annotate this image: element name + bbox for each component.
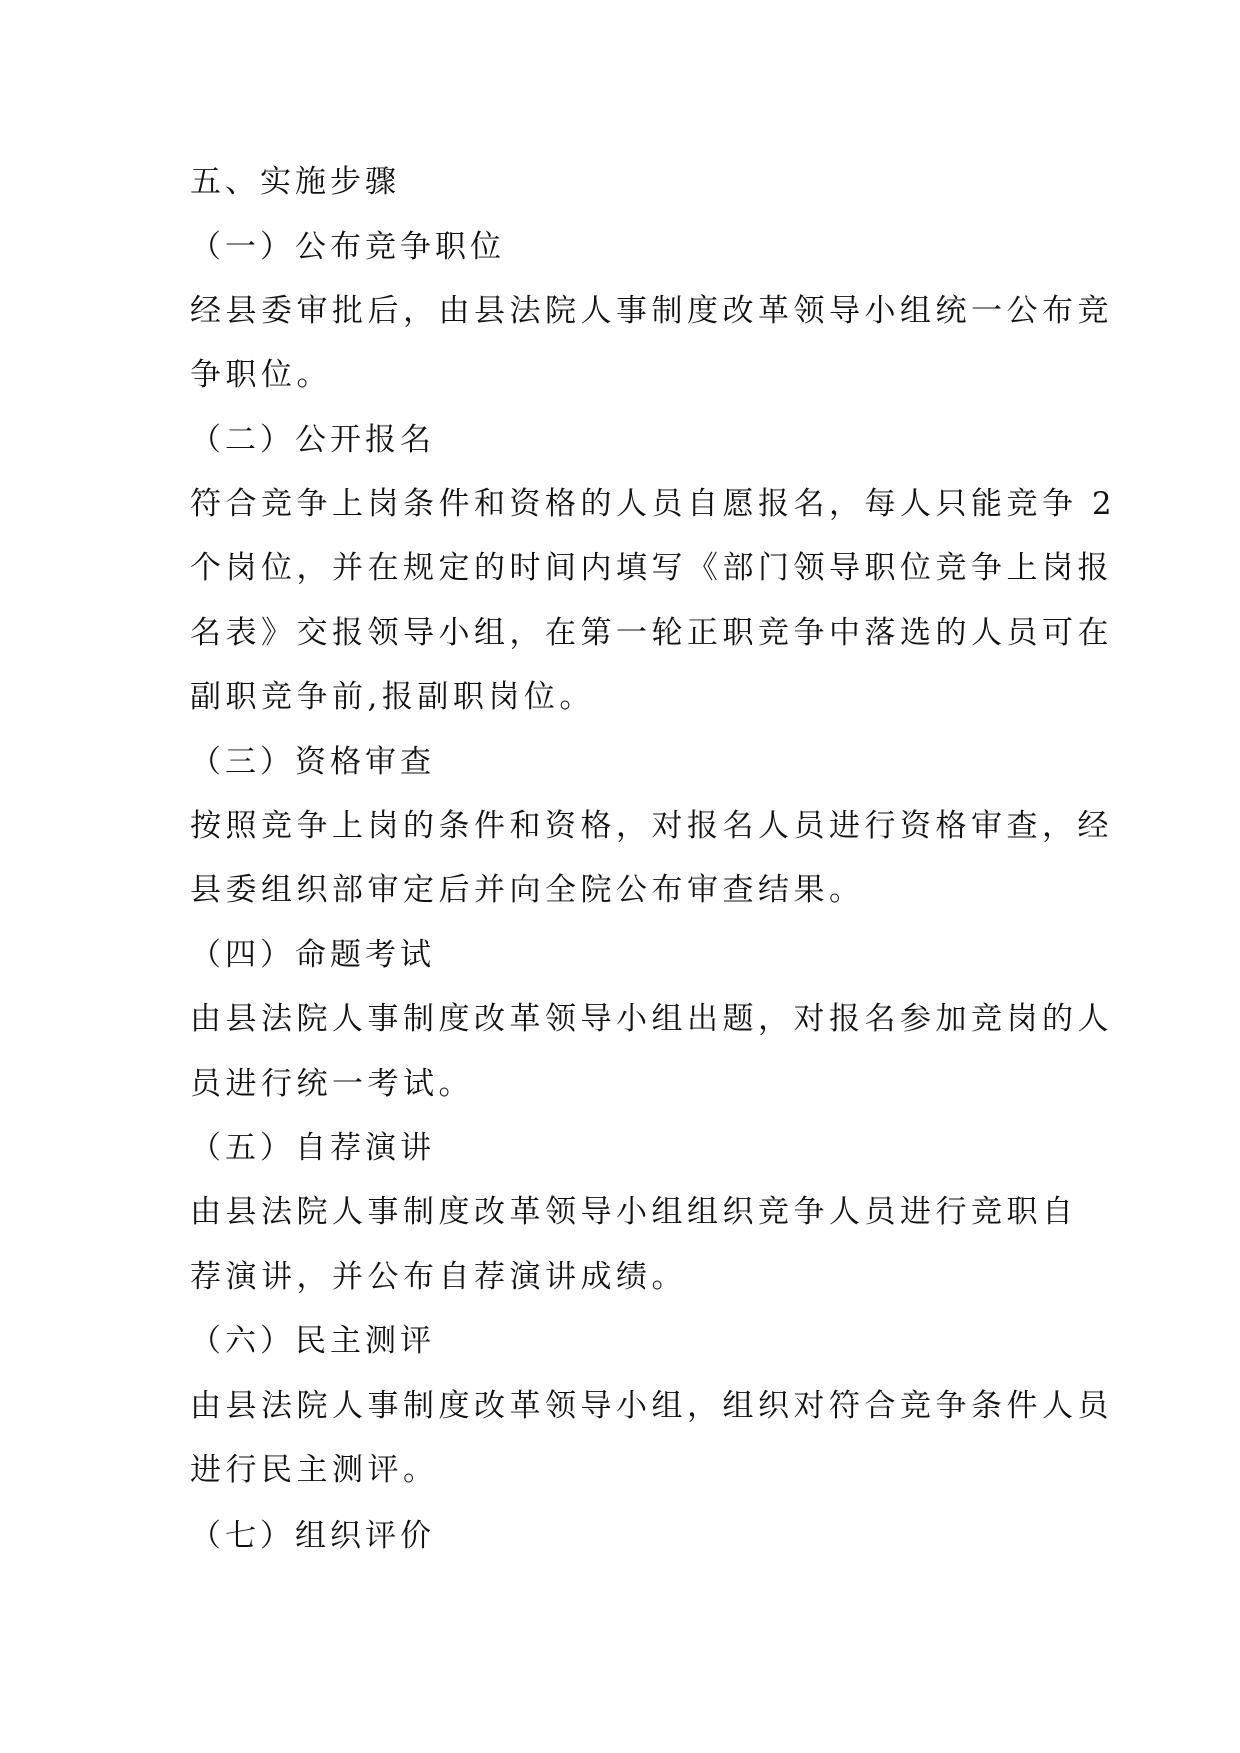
paragraph-line: 由县法院人事制度改革领导小组组织竞争人员进行竞职自 xyxy=(190,1194,1078,1230)
paragraph-line: 县委组织部审定后并向全院公布审查结果。 xyxy=(190,872,865,908)
subsection-heading: （三）资格审查 xyxy=(190,744,435,780)
paragraph-line: 荐演讲，并公布自荐演讲成绩。 xyxy=(190,1259,687,1295)
subsection-heading: （一）公布竞争职位 xyxy=(190,229,505,265)
paragraph-line: 个岗位，并在规定的时间内填写《部门领导职位竞争上岗报 xyxy=(190,550,1113,586)
paragraph-line: 符合竞争上岗条件和资格的人员自愿报名，每人只能竞争 2 xyxy=(190,486,1117,522)
paragraph-line: 副职竞争前,报副职岗位。 xyxy=(190,679,595,715)
paragraph-line: 进行民主测评。 xyxy=(190,1452,439,1488)
section-title: 五、实施步骤 xyxy=(190,164,400,200)
paragraph-line: 按照竞争上岗的条件和资格，对报名人员进行资格审查，经 xyxy=(190,808,1113,844)
paragraph-line: 经县委审批后，由县法院人事制度改革领导小组统一公布竞 xyxy=(190,293,1113,329)
subsection-heading: （五）自荐演讲 xyxy=(190,1130,435,1166)
paragraph-line: 争职位。 xyxy=(190,357,332,393)
paragraph-line: 员进行统一考试。 xyxy=(190,1066,474,1102)
subsection-heading: （七）组织评价 xyxy=(190,1518,435,1554)
paragraph-line: 名表》交报领导小组，在第一轮正职竞争中落选的人员可在 xyxy=(190,615,1113,651)
paragraph-line: 由县法院人事制度改革领导小组出题，对报名参加竞岗的人 xyxy=(190,1001,1113,1037)
subsection-heading: （四）命题考试 xyxy=(190,937,435,973)
subsection-heading: （二）公开报名 xyxy=(190,422,435,458)
paragraph-line: 由县法院人事制度改革领导小组，组织对符合竞争条件人员 xyxy=(190,1388,1113,1424)
subsection-heading: （六）民主测评 xyxy=(190,1323,435,1359)
